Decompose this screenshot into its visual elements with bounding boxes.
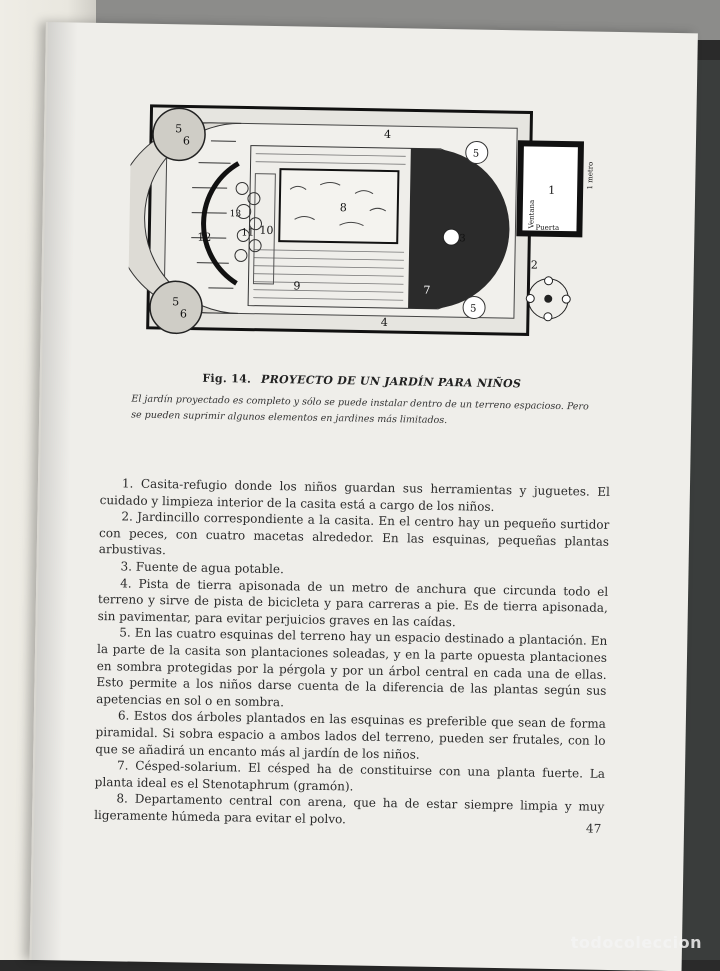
label-9: 9 (293, 279, 301, 293)
label-metro: 1 metro (586, 161, 595, 190)
figure-title: PROYECTO DE UN JARDÍN PARA NIÑOS (260, 372, 522, 391)
label-ventana: Ventana (527, 199, 536, 229)
label-6-bottom: 6 (179, 307, 188, 321)
label-8: 8 (339, 201, 347, 215)
label-5-bottom-left: 5 (172, 295, 180, 309)
label-5-bottom-right: 5 (469, 303, 477, 315)
page-number: 47 (585, 821, 602, 836)
list-item: 1. Casita-refugio donde los niños guardan sus herramientas y juguetes. El cuidado y limpieza interior de la casita está a cargo de los niños. (99, 476, 611, 514)
label-13: 13 (229, 209, 242, 220)
fountain-3 (443, 229, 459, 245)
label-4-top: 4 (383, 127, 392, 142)
garden-plan (127, 82, 602, 365)
list-item: 6. Estos dos árboles plantados en las esquinas es preferible que sean de forma piramidal. Si sobra espacio a ambos lados del terreno, pueden ser frutales, con lo que se añadirá un encanto más al jardín de los niños. (95, 708, 606, 762)
garden-2-fountain (544, 295, 552, 303)
list-item: 7. Césped-solarium. El césped ha de constituirse con una planta fuerte. La planta ideal es el Stenotaphrum (gramón). (94, 758, 606, 794)
label-3: 3 (459, 233, 466, 245)
label-2: 2 (530, 258, 538, 272)
figure-caption (132, 371, 592, 392)
item-list (94, 475, 610, 832)
label-10: 10 (259, 223, 274, 237)
figure-note: El jardín proyectado es completo y sólo se puede instalar dentro de un terreno espacioso. Pero se pueden suprimir algunos elementos en jardines más limitados. (131, 393, 589, 427)
label-7: 7 (423, 283, 431, 297)
label-5-top-left: 5 (175, 122, 183, 136)
watermark: todocoleccion (570, 933, 702, 952)
label-puerta: Puerta (535, 223, 560, 232)
label-1: 1 (548, 183, 556, 197)
book-page (30, 22, 698, 971)
list-item: 2. Jardincillo correspondiente a la casita. En el centro hay un pequeño surtidor con peces, con cuatro macetas alrededor. En las esquinas, pequeñas plantas arbustivas. (98, 509, 610, 558)
list-item: 8. Departamento central con arena, que ha de estar siempre limpia y muy ligeramente húmeda para evitar el polvo. (94, 791, 605, 827)
list-item: 4. Pista de tierra apisonada de un metro de anchura que circunda todo el terreno y sirve de pista de bicicleta y para carreras a pie. Es de tierra apisonada, sin pavimentar, para evitar perjuicios graves en las caídas. (97, 575, 609, 629)
label-11: 11 (241, 227, 255, 239)
figure-number: Fig. 14. (202, 371, 252, 386)
list-item: 3. Fuente de agua potable. (120, 559, 284, 577)
label-12: 12 (197, 230, 212, 244)
label-4-bottom: 4 (380, 315, 388, 330)
label-5-top-right: 5 (472, 148, 480, 160)
label-6-top: 6 (182, 134, 191, 148)
list-item: 5. En las cuatro esquinas del terreno hay un espacio destinado a plantación. En la parte de la casita son plantaciones soleadas, y en la parte opuesta plantaciones en sombra protegidas por la pérgola y por un árbol central en cada una de ellas. Esto permite a los niños darse cuenta de la diferencia de las plantas según sus apetencias en sol o en sombra. (96, 625, 608, 709)
